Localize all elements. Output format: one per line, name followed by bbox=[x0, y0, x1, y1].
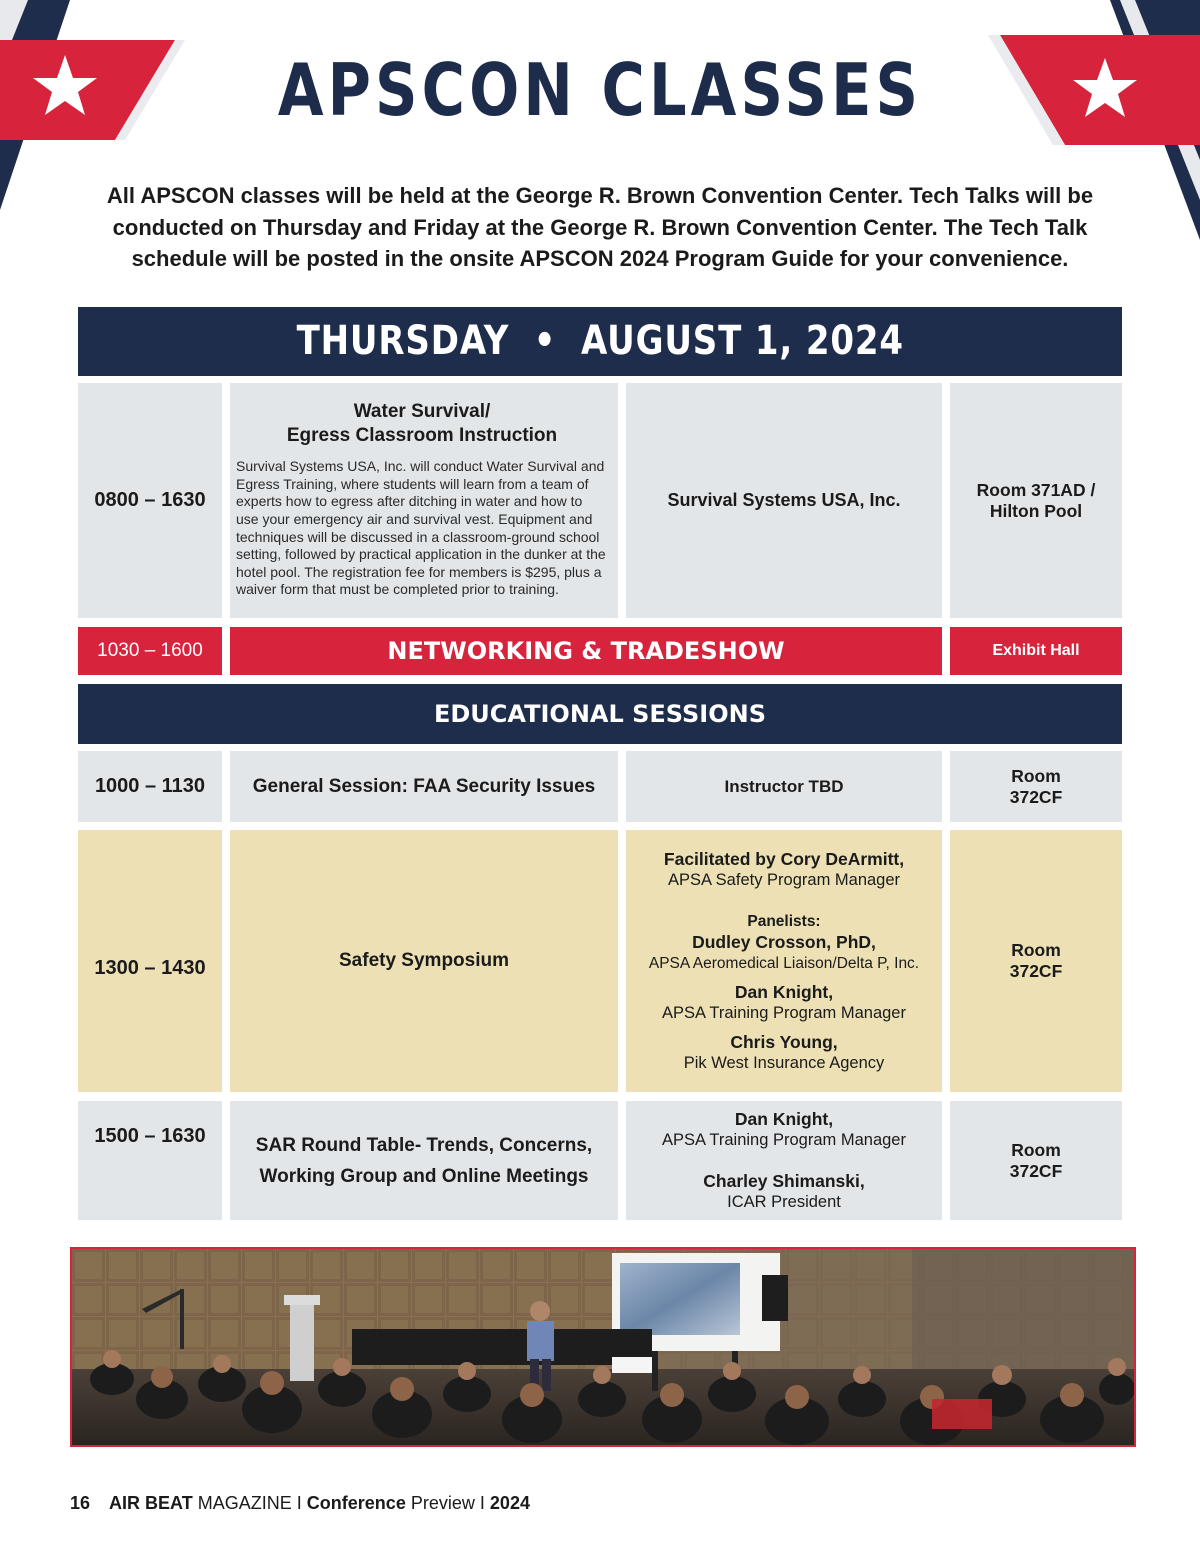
room-line1: Room bbox=[1011, 1139, 1061, 1160]
session-title-line2: Working Group and Online Meetings bbox=[259, 1165, 589, 1187]
panelist-name: Dan Knight, bbox=[734, 981, 834, 1002]
session-presenters bbox=[626, 830, 942, 1092]
session-description: Survival Systems USA, Inc. will conduct Water Survival and Egress Training, where students will learn from a team of experts how to egress after ditching in water and how to use your emergency air and survival vest. Equipment and techniques will be discussed in a classroom-ground school setting, followed by practical application in the dunker at the hotel pool. The registration fee for members is $295, plus a waiver form that must be completed prior to training. bbox=[236, 458, 606, 598]
presenter-role: ICAR President bbox=[727, 1192, 841, 1211]
session-title: Safety Symposium bbox=[230, 830, 618, 1092]
session-presenters bbox=[626, 1101, 942, 1220]
section-name: Conference bbox=[306, 1493, 406, 1513]
session-title: General Session: FAA Security Issues bbox=[230, 751, 618, 822]
intro-paragraph: All APSCON classes will be held at the George R. Brown Convention Center. Tech Talks will be conducted on Thursday and Friday at the George R. Brown Convention Center. The Tech Talk schedule will be posted in the onsite APSCON 2024 Program Guide for your convenience. bbox=[106, 183, 1094, 271]
session-title bbox=[230, 1101, 618, 1220]
day-name: THURSDAY bbox=[296, 318, 509, 364]
session-title-line2: Egress Classroom Instruction bbox=[286, 425, 558, 447]
room-line1: Room 371AD / bbox=[976, 479, 1096, 500]
panelist-role: APSA Aeromedical Liaison/Delta P, Inc. bbox=[648, 954, 920, 972]
footer-year: 2024 bbox=[489, 1493, 530, 1513]
presenter-name: Dan Knight, bbox=[734, 1108, 834, 1129]
panelist-name: Dudley Crosson, PhD, bbox=[692, 931, 876, 952]
room-line1: Room bbox=[1011, 940, 1061, 960]
networking-time: 1030 – 1600 bbox=[78, 627, 222, 675]
magazine-label: MAGAZINE bbox=[197, 1493, 292, 1513]
footer-separator: I bbox=[296, 1493, 302, 1513]
session-time: 1500 – 1630 bbox=[78, 1101, 222, 1220]
classroom-photo-illustration bbox=[72, 1249, 1134, 1445]
educational-sessions-header: EDUCATIONAL SESSIONS bbox=[78, 684, 1122, 744]
panelists-label: Panelists: bbox=[747, 912, 821, 930]
page-footer bbox=[70, 1493, 530, 1514]
facilitator-role: APSA Safety Program Manager bbox=[667, 870, 901, 889]
room-line2: 372CF bbox=[1009, 786, 1063, 807]
session-title-line1: SAR Round Table- Trends, Concerns, bbox=[255, 1134, 593, 1156]
panelist-role: Pik West Insurance Agency bbox=[683, 1053, 885, 1072]
separator-dot: • bbox=[533, 318, 557, 364]
footer-separator: I bbox=[479, 1493, 485, 1513]
room-line2: Hilton Pool bbox=[989, 500, 1083, 521]
panelist-role: APSA Training Program Manager bbox=[662, 1003, 906, 1022]
session-time: 0800 – 1630 bbox=[78, 383, 222, 618]
session-room bbox=[950, 751, 1122, 822]
room-line2: 372CF bbox=[1009, 961, 1063, 981]
page-title: APSCON CLASSES bbox=[277, 48, 923, 132]
session-room bbox=[950, 1101, 1122, 1220]
session-time: 1300 – 1430 bbox=[78, 830, 222, 1092]
session-room bbox=[950, 830, 1122, 1092]
session-details bbox=[230, 383, 618, 618]
panelist-name: Chris Young, bbox=[730, 1031, 838, 1052]
classroom-photo bbox=[70, 1247, 1136, 1447]
session-instructor: Survival Systems USA, Inc. bbox=[626, 383, 942, 618]
page-number: 16 bbox=[70, 1493, 91, 1513]
session-instructor: Instructor TBD bbox=[626, 751, 942, 822]
networking-title: NETWORKING & TRADESHOW bbox=[230, 627, 942, 675]
networking-room: Exhibit Hall bbox=[950, 627, 1122, 675]
presenter-role: APSA Training Program Manager bbox=[662, 1130, 906, 1149]
room-line1: Room bbox=[1011, 765, 1061, 786]
session-time: 1000 – 1130 bbox=[78, 751, 222, 822]
session-room bbox=[950, 383, 1122, 618]
day-date: AUGUST 1, 2024 bbox=[580, 318, 904, 364]
room-line2: 372CF bbox=[1009, 1160, 1063, 1181]
presenter-name: Charley Shimanski, bbox=[703, 1170, 865, 1191]
facilitator-name: Facilitated by Cory DeArmitt, bbox=[663, 848, 905, 869]
session-title-line1: Water Survival/ bbox=[353, 401, 491, 423]
section-label: Preview bbox=[410, 1493, 475, 1513]
day-header bbox=[78, 307, 1122, 376]
magazine-name: AIR BEAT bbox=[109, 1493, 193, 1513]
